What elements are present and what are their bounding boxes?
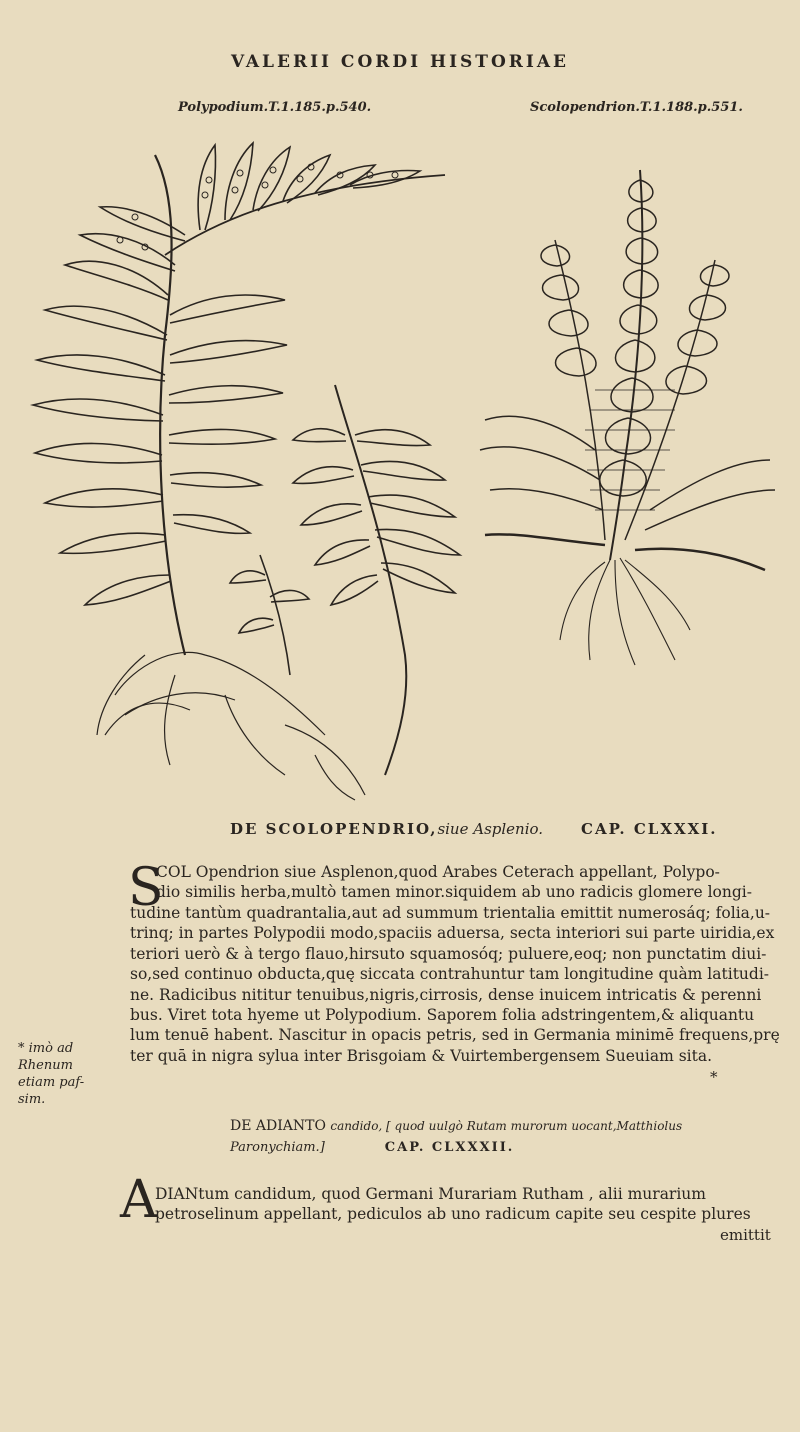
text-line: dio similis herba,multò tamen minor.siquidem ab uno radicis glomere longi- [156,883,752,902]
chapter-body-scolopendrio-cont [130,903,790,1066]
margin-note-line: Rhenum [18,1058,73,1073]
text-line: so,sed continuo obducta,quę siccata contrahuntur tam longitudine quàm latitudi- [130,965,770,984]
chapter-heading-adianto-line2 [230,1140,514,1155]
chapter-heading-scolopendrio [230,820,718,838]
text-line: DIANtum candidum, quod Germani Murariam Rutham , alii murarium [155,1185,706,1203]
text-line: COL Opendrion siue Asplenon,quod Arabes Ceterach appellant, Polypo- [156,863,720,881]
scolopendrion-illustration [475,160,780,680]
catchword: emittit [720,1226,771,1244]
chapter-title-italic: candido, [ quod uulgò Rutam murorum uocant,Matthiolus [330,1119,683,1133]
drop-cap-s: S [128,858,164,918]
margin-note-line: etiam paf- [18,1075,85,1090]
text-line: ter quā in nigra sylua inter Brisgoiam & Vuirtembergensem Sueuiam sita. [130,1046,712,1065]
text-line: tudine tantùm quadrantalia,aut ad summum trientalia emittit numerosáq; folia,u- [130,904,771,922]
text-line: petroselinum appellant, pediculos ab uno radicum capite seu cespite plures [155,1205,751,1224]
chapter-title: DE SCOLOPENDRIO, [230,820,438,838]
text-line: trinq; in partes Polypodii modo,spaciis aduersa, secta interiori sui parte uiridia,ex [130,924,775,943]
text-line: bus. Viret tota hyeme ut Polypodium. Saporem folia adstringentem,& aliquantu [130,1006,755,1025]
chapter-number: CAP. CLXXXII. [384,1140,515,1155]
text-line: lum tenuē habent. Nascitur in opacis petris, sed in Germania minimē frequens,prę [130,1026,780,1045]
asterisk-mark: * [710,1068,718,1086]
running-head: VALERII CORDI HISTORIAE [231,52,569,72]
chapter-title-italic: siue Asplenio. [437,820,544,838]
chapter-title: DE ADIANTO [230,1118,326,1134]
figure-caption-scolopendrion: Scolopendrion.T.1.188.p.551. [530,100,743,115]
drop-cap-a: A [120,1170,158,1230]
margin-note-line: sim. [18,1092,46,1107]
chapter-body-scolopendrio [156,862,790,903]
chapter-title-italic-2: Paronychiam.] [230,1140,325,1155]
polypodium-illustration [25,135,470,805]
figure-caption-polypodium: Polypodium.T.1.185.p.540. [178,100,372,115]
text-line: ne. Radicibus nititur tenuibus,nigris,cirrosis, dense inuicem intricatis & perenni [130,985,762,1004]
chapter-heading-adianto [230,1118,682,1134]
chapter-number: CAP. CLXXXI. [581,820,718,838]
margin-note-line: * imò ad [18,1041,74,1056]
chapter-body-adianto [155,1184,790,1225]
margin-note [18,1040,98,1108]
text-line: teriori uerò & à tergo flauo,hirsuto squamosóq; puluere,eoq; non punctatim diui- [130,944,767,963]
